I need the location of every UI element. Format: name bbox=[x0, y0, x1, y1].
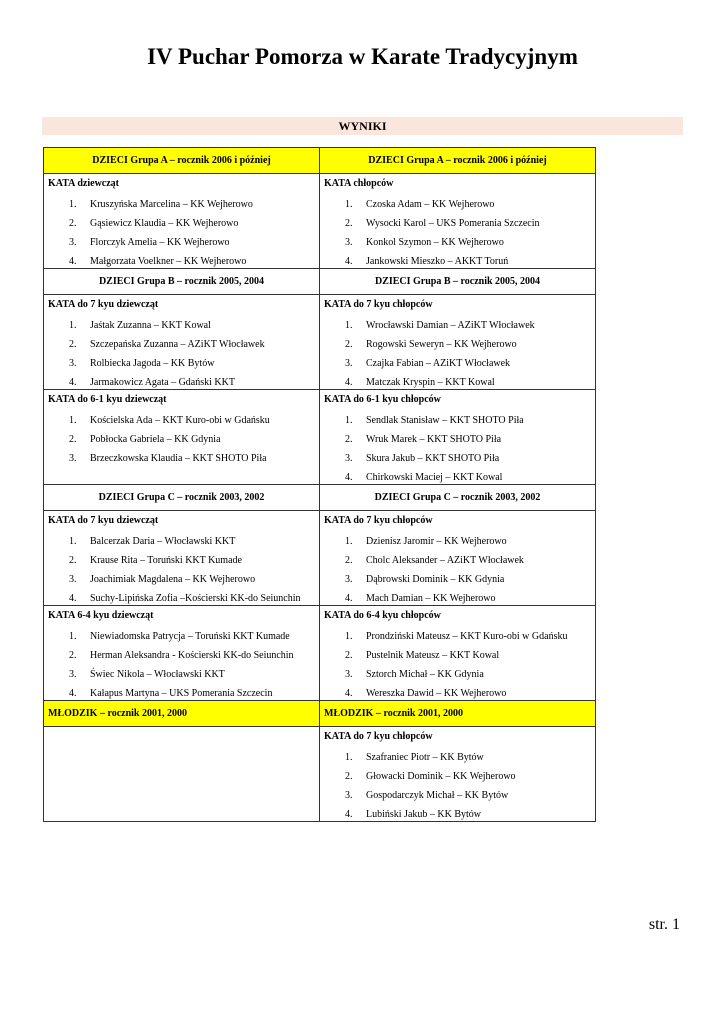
category-cell bbox=[320, 174, 596, 269]
rank-number: 2. bbox=[69, 650, 77, 661]
category-cell bbox=[320, 295, 596, 390]
category-title: KATA do 7 kyu chłopców bbox=[324, 299, 433, 310]
ranking-item bbox=[320, 668, 595, 681]
rank-number: 3. bbox=[69, 574, 77, 585]
rank-number: 2. bbox=[69, 218, 77, 229]
ranking-item bbox=[44, 198, 319, 211]
group-header-cell: DZIECI Grupa B – rocznik 2005, 2004 bbox=[44, 269, 320, 295]
results-banner: WYNIKI bbox=[42, 117, 683, 135]
category-cell bbox=[320, 390, 596, 485]
category-cell bbox=[320, 727, 596, 822]
ranking-item bbox=[320, 319, 595, 332]
ranking-list bbox=[44, 630, 319, 700]
ranking-item bbox=[44, 255, 319, 268]
ranking-item bbox=[320, 198, 595, 211]
rank-number: 1. bbox=[345, 415, 353, 426]
ranking-item bbox=[44, 452, 319, 465]
ranking-item bbox=[320, 452, 595, 465]
category-title: KATA 6-4 kyu dziewcząt bbox=[48, 610, 154, 621]
competitor-name: Szczepańska Zuzanna – AZiKT Włocławek bbox=[90, 339, 265, 350]
group-header-cell: DZIECI Grupa C – rocznik 2003, 2002 bbox=[44, 485, 320, 511]
ranking-list bbox=[44, 535, 319, 605]
competitor-name: Wruk Marek – KKT SHOTO Piła bbox=[366, 434, 502, 445]
ranking-list bbox=[320, 414, 595, 484]
ranking-item bbox=[320, 255, 595, 268]
competitor-name: Lubiński Jakub – KK Bytów bbox=[366, 809, 481, 820]
category-cell bbox=[44, 606, 320, 701]
ranking-item bbox=[320, 376, 595, 389]
group-header-cell: MŁODZIK – rocznik 2001, 2000 bbox=[320, 701, 596, 727]
rank-number: 4. bbox=[345, 688, 353, 699]
group-header-cell: DZIECI Grupa B – rocznik 2005, 2004 bbox=[320, 269, 596, 295]
ranking-item bbox=[44, 414, 319, 427]
competitor-name: Herman Aleksandra - Kościerski KK-do Seiunchin bbox=[90, 650, 294, 661]
document-title: IV Puchar Pomorza w Karate Tradycyjnym bbox=[147, 44, 578, 69]
competitor-name: Chirkowski Maciej – KKT Kowal bbox=[366, 472, 503, 483]
ranking-item bbox=[44, 357, 319, 370]
ranking-item bbox=[320, 217, 595, 230]
rank-number: 1. bbox=[69, 631, 77, 642]
rank-number: 4. bbox=[69, 688, 77, 699]
rank-number: 3. bbox=[69, 669, 77, 680]
ranking-item bbox=[44, 319, 319, 332]
rank-number: 2. bbox=[345, 339, 353, 350]
competitor-name: Kościelska Ada – KKT Kuro-obi w Gdańsku bbox=[90, 415, 270, 426]
competitor-name: Wrocławski Damian – AZiKT Włocławek bbox=[366, 320, 535, 331]
ranking-item bbox=[320, 554, 595, 567]
competitor-name: Joachimiak Magdalena – KK Wejherowo bbox=[90, 574, 256, 585]
rank-number: 2. bbox=[345, 434, 353, 445]
ranking-item bbox=[320, 630, 595, 643]
competitor-name: Szafraniec Piotr – KK Bytów bbox=[366, 752, 484, 763]
ranking-item bbox=[320, 592, 595, 605]
category-row bbox=[44, 727, 596, 822]
group-header-row bbox=[44, 269, 596, 295]
category-cell bbox=[44, 511, 320, 606]
ranking-item bbox=[320, 535, 595, 548]
results-table bbox=[43, 147, 596, 822]
ranking-list bbox=[320, 535, 595, 605]
ranking-list bbox=[320, 319, 595, 389]
competitor-name: Cholc Aleksander – AZiKT Włocławek bbox=[366, 555, 524, 566]
rank-number: 3. bbox=[345, 237, 353, 248]
ranking-list bbox=[44, 319, 319, 389]
ranking-item bbox=[320, 236, 595, 249]
competitor-name: Jarmakowicz Agata – Gdański KKT bbox=[90, 377, 235, 388]
rank-number: 2. bbox=[345, 218, 353, 229]
ranking-item bbox=[44, 535, 319, 548]
rank-number: 2. bbox=[69, 555, 77, 566]
ranking-item bbox=[44, 592, 319, 605]
category-title: KATA do 7 kyu chłopców bbox=[324, 515, 433, 526]
competitor-name: Dzienisz Jaromir – KK Wejherowo bbox=[366, 536, 507, 547]
competitor-name: Krause Rita – Toruński KKT Kumade bbox=[90, 555, 242, 566]
ranking-list bbox=[44, 414, 319, 465]
rank-number: 1. bbox=[69, 320, 77, 331]
competitor-name: Wysocki Karol – UKS Pomerania Szczecin bbox=[366, 218, 540, 229]
ranking-list bbox=[320, 630, 595, 700]
category-row bbox=[44, 174, 596, 269]
rank-number: 4. bbox=[345, 377, 353, 388]
category-title: KATA do 7 kyu dziewcząt bbox=[48, 299, 159, 310]
rank-number: 4. bbox=[345, 256, 353, 267]
ranking-item bbox=[320, 649, 595, 662]
competitor-name: Pobłocka Gabriela – KK Gdynia bbox=[90, 434, 221, 445]
ranking-item bbox=[44, 236, 319, 249]
category-row bbox=[44, 606, 596, 701]
competitor-name: Pustelnik Mateusz – KKT Kowal bbox=[366, 650, 500, 661]
ranking-item bbox=[44, 668, 319, 681]
ranking-item bbox=[320, 414, 595, 427]
category-row bbox=[44, 390, 596, 485]
category-row bbox=[44, 511, 596, 606]
ranking-item bbox=[44, 554, 319, 567]
rank-number: 3. bbox=[345, 669, 353, 680]
ranking-item bbox=[44, 687, 319, 700]
rank-number: 3. bbox=[345, 453, 353, 464]
rank-number: 3. bbox=[69, 237, 77, 248]
competitor-name: Świec Nikola – Włocławski KKT bbox=[90, 669, 225, 680]
ranking-list bbox=[44, 198, 319, 268]
category-title: KATA do 7 kyu chłopców bbox=[324, 731, 433, 742]
category-cell bbox=[320, 606, 596, 701]
rank-number: 1. bbox=[345, 752, 353, 763]
category-title: KATA do 7 kyu dziewcząt bbox=[48, 515, 159, 526]
competitor-name: Matczak Kryspin – KKT Kowal bbox=[366, 377, 495, 388]
group-header-row bbox=[44, 485, 596, 511]
rank-number: 1. bbox=[345, 320, 353, 331]
competitor-name: Skura Jakub – KKT SHOTO Piła bbox=[366, 453, 500, 464]
competitor-name: Kałapus Martyna – UKS Pomerania Szczecin bbox=[90, 688, 273, 699]
competitor-name: Gospodarczyk Michał – KK Bytów bbox=[366, 790, 509, 801]
competitor-name: Wereszka Dawid – KK Wejherowo bbox=[366, 688, 507, 699]
ranking-item bbox=[320, 808, 595, 821]
group-header-row bbox=[44, 148, 596, 174]
rank-number: 1. bbox=[345, 199, 353, 210]
category-title: KATA chłopców bbox=[324, 178, 394, 189]
category-cell bbox=[44, 390, 320, 485]
competitor-name: Gąsiewicz Klaudia – KK Wejherowo bbox=[90, 218, 239, 229]
ranking-item bbox=[320, 789, 595, 802]
ranking-item bbox=[320, 573, 595, 586]
ranking-item bbox=[320, 357, 595, 370]
competitor-name: Mach Damian – KK Wejherowo bbox=[366, 593, 496, 604]
group-header-cell: MŁODZIK – rocznik 2001, 2000 bbox=[44, 701, 320, 727]
competitor-name: Brzeczkowska Klaudia – KKT SHOTO Piła bbox=[90, 453, 267, 464]
competitor-name: Rogowski Seweryn – KK Wejherowo bbox=[366, 339, 517, 350]
group-header-cell: DZIECI Grupa C – rocznik 2003, 2002 bbox=[320, 485, 596, 511]
rank-number: 4. bbox=[345, 809, 353, 820]
competitor-name: Konkol Szymon – KK Wejherowo bbox=[366, 237, 504, 248]
category-cell bbox=[320, 511, 596, 606]
rank-number: 1. bbox=[69, 199, 77, 210]
rank-number: 1. bbox=[69, 415, 77, 426]
ranking-list bbox=[320, 198, 595, 268]
rank-number: 4. bbox=[69, 256, 77, 267]
ranking-item bbox=[320, 687, 595, 700]
competitor-name: Sendlak Stanisław – KKT SHOTO Piła bbox=[366, 415, 524, 426]
rank-number: 4. bbox=[345, 593, 353, 604]
competitor-name: Jaśtak Zuzanna – KKT Kowal bbox=[90, 320, 211, 331]
category-title: KATA do 6-1 kyu chłopców bbox=[324, 394, 441, 405]
category-title: KATA do 6-4 kyu chłopców bbox=[324, 610, 441, 621]
rank-number: 4. bbox=[69, 377, 77, 388]
rank-number: 2. bbox=[345, 771, 353, 782]
ranking-item bbox=[44, 649, 319, 662]
rank-number: 4. bbox=[69, 593, 77, 604]
group-header-cell: DZIECI Grupa A – rocznik 2006 i później bbox=[44, 148, 320, 174]
rank-number: 2. bbox=[69, 339, 77, 350]
rank-number: 3. bbox=[345, 574, 353, 585]
ranking-item bbox=[44, 217, 319, 230]
ranking-item bbox=[320, 433, 595, 446]
competitor-name: Głowacki Dominik – KK Wejherowo bbox=[366, 771, 516, 782]
ranking-item bbox=[320, 751, 595, 764]
group-header-cell: DZIECI Grupa A – rocznik 2006 i później bbox=[320, 148, 596, 174]
ranking-item bbox=[320, 471, 595, 484]
rank-number: 2. bbox=[345, 555, 353, 566]
category-title: KATA do 6-1 kyu dziewcząt bbox=[48, 394, 167, 405]
ranking-item bbox=[44, 376, 319, 389]
category-cell bbox=[44, 174, 320, 269]
competitor-name: Czoska Adam – KK Wejherowo bbox=[366, 199, 495, 210]
rank-number: 3. bbox=[345, 790, 353, 801]
rank-number: 3. bbox=[69, 453, 77, 464]
ranking-item bbox=[320, 338, 595, 351]
category-cell bbox=[44, 295, 320, 390]
rank-number: 2. bbox=[345, 650, 353, 661]
rank-number: 1. bbox=[69, 536, 77, 547]
competitor-name: Małgorzata Voelkner – KK Wejherowo bbox=[90, 256, 247, 267]
competitor-name: Niewiadomska Patrycja – Toruński KKT Kumade bbox=[90, 631, 290, 642]
competitor-name: Sztorch Michał – KK Gdynia bbox=[366, 669, 484, 680]
ranking-item bbox=[44, 433, 319, 446]
ranking-item bbox=[44, 338, 319, 351]
competitor-name: Rolbiecka Jagoda – KK Bytów bbox=[90, 358, 215, 369]
rank-number: 4. bbox=[345, 472, 353, 483]
competitor-name: Prondziński Mateusz – KKT Kuro-obi w Gdańsku bbox=[366, 631, 568, 642]
category-title: KATA dziewcząt bbox=[48, 178, 120, 189]
rank-number: 2. bbox=[69, 434, 77, 445]
ranking-item bbox=[44, 573, 319, 586]
competitor-name: Florczyk Amelia – KK Wejherowo bbox=[90, 237, 230, 248]
competitor-name: Jankowski Mieszko – AKKT Toruń bbox=[366, 256, 509, 267]
competitor-name: Dąbrowski Dominik – KK Gdynia bbox=[366, 574, 505, 585]
ranking-item bbox=[44, 630, 319, 643]
ranking-item bbox=[320, 770, 595, 783]
competitor-name: Kruszyńska Marcelina – KK Wejherowo bbox=[90, 199, 253, 210]
competitor-name: Czajka Fabian – AZiKT Włocławek bbox=[366, 358, 511, 369]
rank-number: 1. bbox=[345, 536, 353, 547]
group-header-row bbox=[44, 701, 596, 727]
category-cell bbox=[44, 727, 320, 822]
page-number: str. 1 bbox=[648, 916, 680, 933]
competitor-name: Suchy-Lipińska Zofia –Kościerski KK-do Seiunchin bbox=[90, 593, 301, 604]
competitor-name: Balcerzak Daria – Włocławski KKT bbox=[90, 536, 236, 547]
ranking-list bbox=[320, 751, 595, 821]
rank-number: 3. bbox=[69, 358, 77, 369]
category-row bbox=[44, 295, 596, 390]
rank-number: 1. bbox=[345, 631, 353, 642]
rank-number: 3. bbox=[345, 358, 353, 369]
